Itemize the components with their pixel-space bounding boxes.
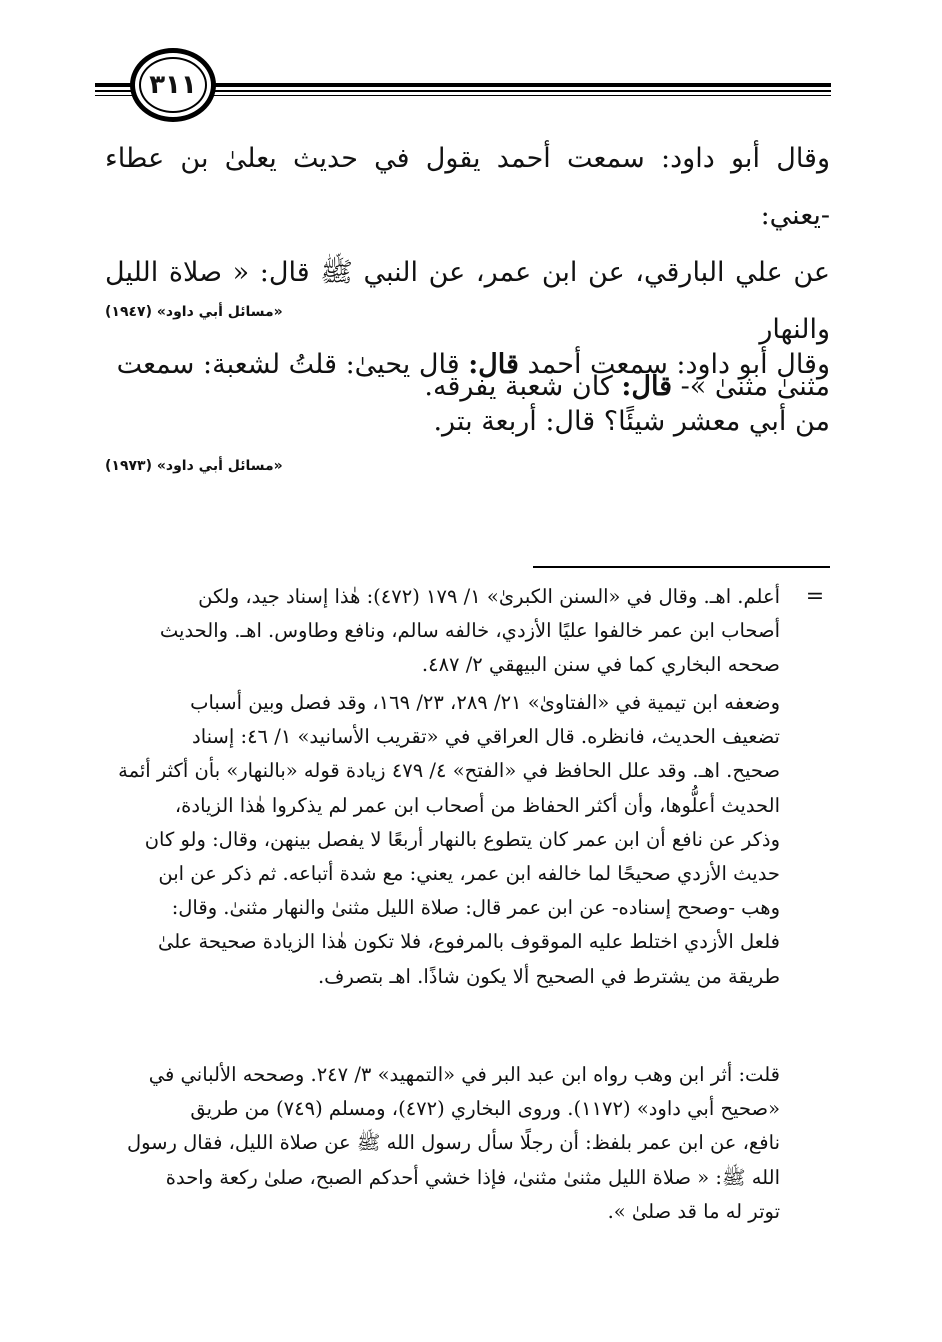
entry-1-line-3-start: مثنىٰ مثنىٰ »- — [672, 371, 830, 402]
footnote-line: أصحاب ابن عمر خالفوا عليًا الأزدي، خالفه سالم، ونافع وطاوس. اهـ. والحديث — [159, 619, 780, 643]
page-header — [0, 0, 942, 130]
footnote-line: وضعفه ابن تيمية في «الفتاوىٰ» ٢١/ ٢٨٩، ٢٣/ ١٦٩، وقد فصل وبين أسباب — [190, 691, 780, 714]
entry-1-line-3-end: كان شعبة يفرقه. — [424, 371, 622, 402]
footnote-line: «صحيح أبي داود» (١١٧٢). وروى البخاري (٤٧٢)، ومسلم (٧٤٩) من طريق — [190, 1097, 780, 1121]
footnote-line: وهب -وصحح إسناده- عن ابن عمر قال: صلاة الليل مثنىٰ والنهار مثنىٰ. وقال: — [171, 896, 780, 920]
footnote-line: أعلم. اهـ. وقال في «السنن الكبرىٰ» ١/ ١٧٩ (٤٧٢): هٰذا إسناد جيد، ولكن — [198, 585, 780, 608]
footnote-line: قلت: أثر ابن وهب رواه ابن عبد البر في «التمهيد» ٣/ ٢٤٧. وصححه الألباني في — [148, 1063, 780, 1086]
footnote-line: وذكر عن نافع أن ابن عمر كان يتطوع بالنهار أربعًا لا يفصل بينهن، وقال: ولو كان — [144, 827, 780, 851]
footnote-separator — [533, 566, 830, 568]
entry-1-bold-qala: قال: — [621, 371, 673, 402]
entry-2 — [105, 336, 830, 450]
entry-2-line-1-end: قال يحيىٰ: قلتُ لشعبة: سمعت — [116, 349, 469, 380]
footnote-line: تضعيف الحديث، فانظره. قال العراقي في «تقريب الأسانيد» ١/ ٤٦: إسناد — [192, 725, 780, 749]
footnote-paragraph-1 — [105, 580, 780, 683]
entry-2-bold-qala: قال: — [468, 349, 519, 380]
footnote-line: نافع، عن ابن عمر بلفظ: أن رجلًا سأل رسول الله ﷺ عن صلاة الليل، فقال رسول — [126, 1131, 780, 1155]
entry-1-citation: «مسائل أبي داود» (١٩٤٧) — [105, 304, 283, 320]
footnote-continuation-mark: = — [805, 584, 825, 609]
entry-2-citation: «مسائل أبي داود» (١٩٧٣) — [105, 458, 283, 474]
footnote-line: توتر له ما قد صلىٰ ». — [607, 1199, 780, 1223]
footnote-line: حديث الأزدي صحيحًا لما خالفه ابن عمر، يعني: مع شدة أتباعه. ثم ذكر عن ابن — [158, 862, 780, 886]
footnote-line: الحديث أعلُّوها، وأن أكثر الحفاظ من أصحاب ابن عمر لم يذكروا هٰذا الزيادة، — [174, 793, 780, 817]
footnote-line: صحيح. اهـ. وقد علل الحافظ في «الفتح» ٤/ ٤٧٩ زيادة قوله «بالنهار» بأن أكثر أئمة — [118, 759, 780, 783]
footnote-line: طريقة من يشترط في الصحيح ألا يكون شاذًا. اهـ بتصرف. — [317, 964, 780, 988]
footnote-line: فلعل الأزدي اختلط عليه الموقوف بالمرفوع، فلا تكون هٰذا الزيادة صحيحة علىٰ — [157, 930, 780, 954]
footnote-paragraph-2 — [105, 686, 780, 994]
footnote-line: صححه البخاري كما في سنن البيهقي ٢/ ٤٨٧. — [421, 653, 780, 677]
entry-2-line-1-start: وقال أبو داود: سمعت أحمد — [518, 349, 830, 380]
footnote-line: الله ﷺ: « صلاة الليل مثنىٰ مثنىٰ، فإذا خشي أحدكم الصبح، صلىٰ ركعة واحدة — [165, 1165, 780, 1189]
entry-2-line-2: من أبي معشر شيئًا؟ قال: أربعة بتر. — [433, 406, 830, 437]
page-number: ٣١١ — [149, 70, 197, 100]
page-number-badge — [130, 48, 216, 122]
footnote-paragraph-3 — [105, 1058, 780, 1229]
entry-1-line-1: وقال أبو داود: سمعت أحمد يقول في حديث يعلىٰ بن عطاء -يعني: — [105, 143, 830, 231]
entry-1-line-2: عن علي البارقي، عن ابن عمر، عن النبي ﷺ قال: « صلاة الليل والنهار — [105, 257, 830, 345]
entry-2-line-1 — [105, 336, 830, 393]
